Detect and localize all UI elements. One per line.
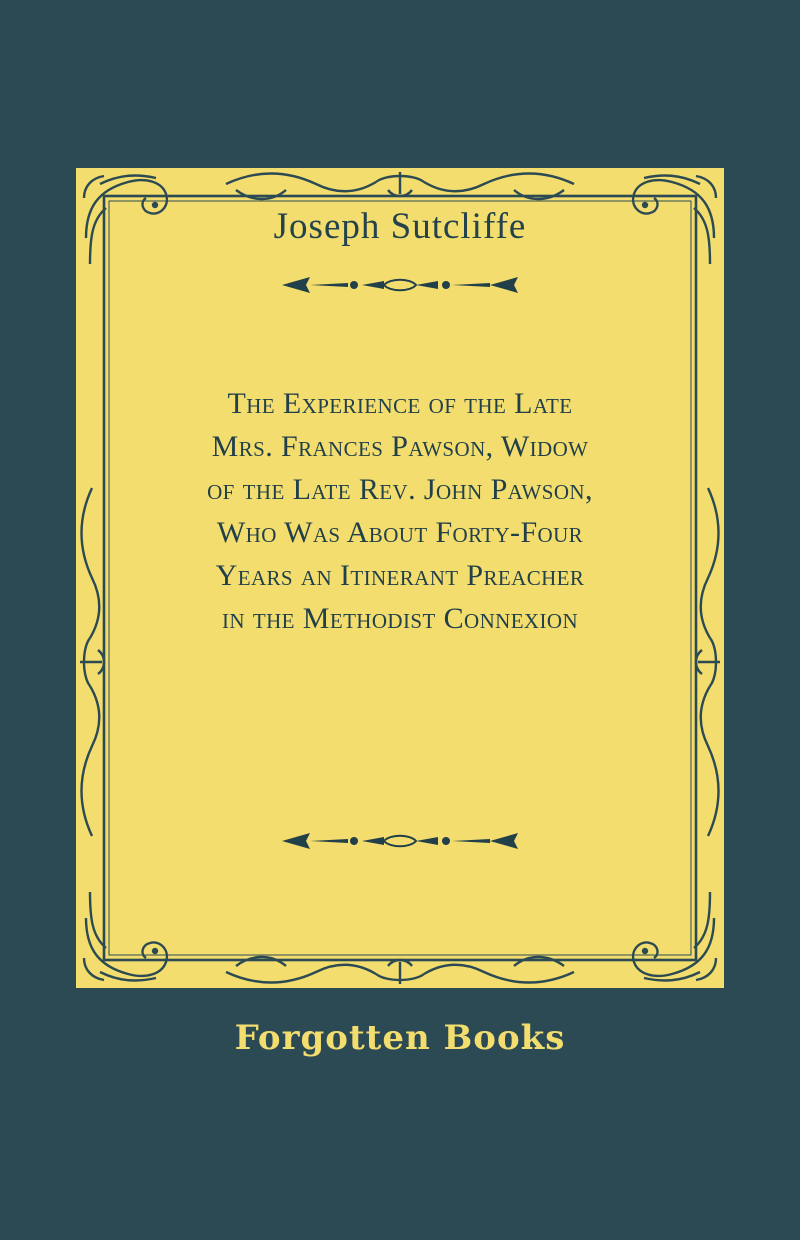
book-title <box>110 382 690 640</box>
title-line: Mrs. Frances Pawson, Widow <box>211 430 589 463</box>
title-line: Years an Itinerant Preacher <box>215 559 585 592</box>
title-line: in the Methodist Connexion <box>221 602 579 635</box>
title-line: of the Late Rev. John Pawson, <box>207 473 593 506</box>
author-name: Joseph Sutcliffe <box>273 206 527 247</box>
title-line: The Experience of the Late <box>227 387 573 420</box>
publisher-name: Forgotten Books <box>234 1018 566 1058</box>
title-line: Who Was About Forty-Four <box>216 516 584 549</box>
top-divider-ornament-icon <box>96 272 704 298</box>
bottom-divider-ornament-icon <box>96 828 704 854</box>
